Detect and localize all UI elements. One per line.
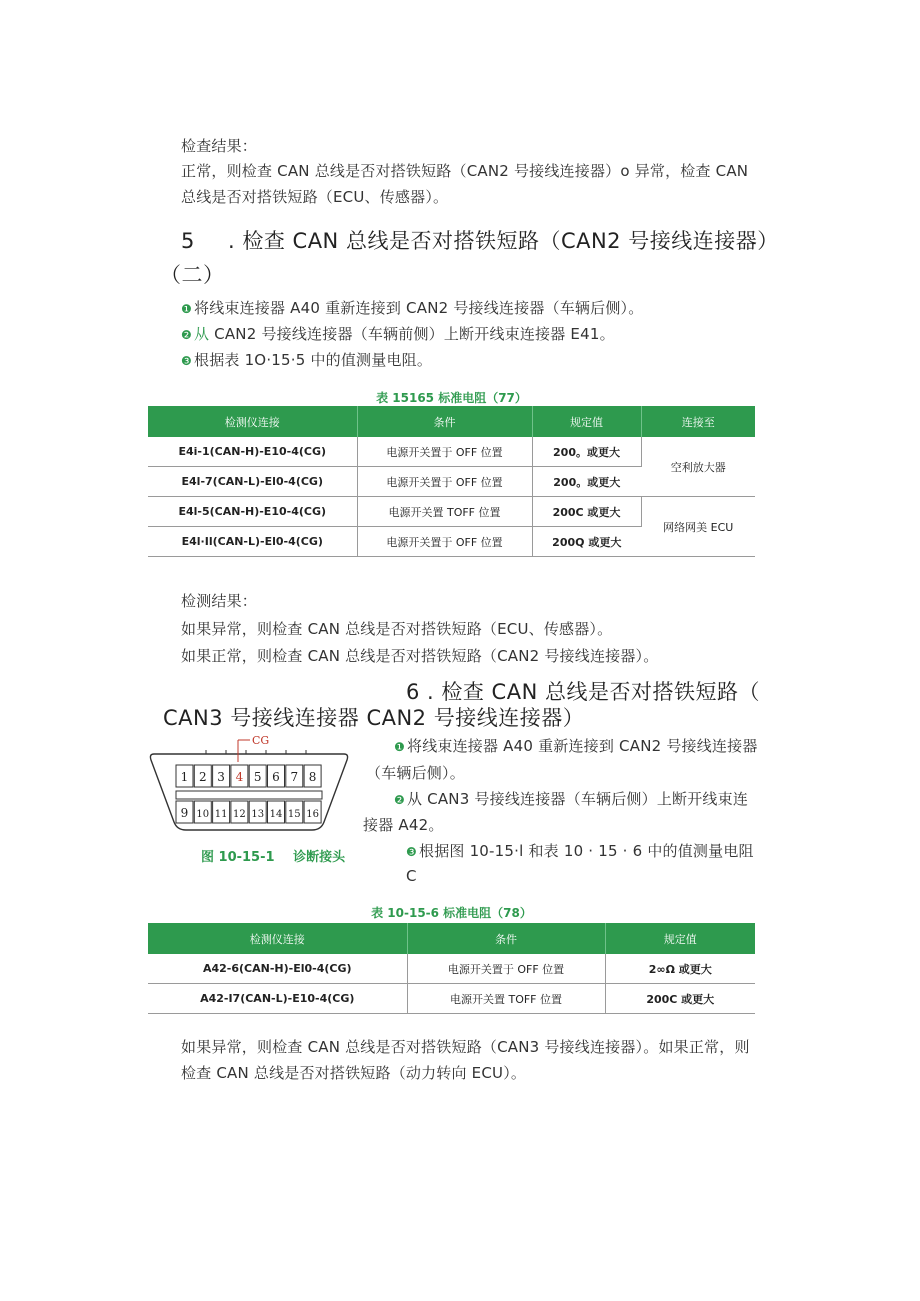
step-text-1: 将线束连接器 A40 重新连接到 CAN2 号接线连接器 [407, 737, 758, 755]
connector-pin-label: 8 [308, 770, 317, 784]
table1 [148, 406, 755, 557]
detect-line1: 如果异常，则检查 CAN 总线是否对搭铁短路（ECU、传感器）。 [181, 620, 613, 638]
table-cell-cond: 电源开关置 TOFF 位置 [407, 984, 605, 1014]
connector-pin-label: 15 [287, 809, 301, 820]
connector-pin-label: 6 [272, 770, 280, 784]
connector-pin-label: 14 [269, 809, 283, 820]
connector-pin-label: 13 [251, 809, 265, 820]
connector-pin-label: 2 [198, 770, 207, 784]
section5-title-line1: . 检查 CAN 总线是否对搭铁短路（CAN2 号接线连接器） [228, 229, 779, 253]
detect-label: 检测结果： [181, 592, 258, 610]
figure-caption-text: 诊断接头 [293, 850, 346, 865]
section5-title-line2: （二） [160, 263, 225, 287]
step-text-2: CAN2 号接线连接器（车辆前侧）上断开线束连接器 E41。 [209, 325, 615, 343]
step-text-1: 将线束连接器 A40 重新连接到 CAN2 号接线连接器（车辆后侧）。 [194, 299, 644, 317]
table2-header-conn: 检测仪连接 [148, 923, 407, 954]
table-cell-connect-to: 空利放大器 [641, 437, 755, 497]
table-row [148, 954, 755, 984]
connector-pin-label: 10 [196, 809, 210, 820]
step-text-2-green: 从 [194, 325, 210, 343]
section5-step-3 [181, 347, 432, 374]
table-cell-cond: 电源开关置于 OFF 位置 [357, 437, 532, 467]
cg-label: CG [252, 734, 270, 747]
table-cell-value: 200。或更大 [532, 437, 641, 467]
table-cell-cond: 电源开关置于 OFF 位置 [357, 527, 532, 557]
table-cell-cond: 电源开关置于 OFF 位置 [357, 467, 532, 497]
section6-step-2-cont: 接器 A42。 [363, 816, 444, 834]
table-cell-connect-to: 网络网美 ECU [641, 497, 755, 557]
table1-caption: 表 15165 标准电阻（77） [376, 391, 527, 405]
figure-caption-number: 图 10-15-1 [201, 850, 275, 865]
section5-number: 5 [181, 229, 195, 253]
table-cell-conn: A42-I7(CAN-L)-E10-4(CG) [148, 984, 407, 1014]
section6-title-line2: CAN3 号接线连接器 CAN2 号接线连接器） [163, 706, 585, 730]
connector-pin-label: 7 [290, 770, 299, 784]
table1-header-connect-to: 连接至 [641, 406, 755, 437]
table2 [148, 923, 755, 1014]
section5-step-1 [181, 295, 643, 322]
table-cell-conn: E4i-1(CAN-H)-E10-4(CG) [148, 437, 357, 467]
section5-step-2 [181, 321, 615, 348]
connector-pin-label: 12 [233, 809, 246, 820]
table-cell-conn: E4l-7(CAN-L)-El0-4(CG) [148, 467, 357, 497]
step-marker-3: ❸ [181, 354, 192, 368]
section6-step-3-cont: C [406, 867, 417, 885]
connector-pin-label: 16 [306, 809, 319, 820]
table-row [148, 497, 755, 527]
table-cell-value: 200Q 或更大 [532, 527, 641, 557]
section6-step-1-cont: （车辆后侧）。 [366, 764, 465, 782]
section6-step-3 [406, 838, 754, 865]
table-cell-value: 200C 或更大 [605, 984, 755, 1014]
step-marker-3: ❸ [406, 845, 417, 859]
connector-pin-label: 4 [235, 770, 244, 784]
detect-line2: 如果正常，则检查 CAN 总线是否对搭铁短路（CAN2 号接线连接器）。 [181, 647, 659, 665]
table-cell-conn: A42-6(CAN-H)-El0-4(CG) [148, 954, 407, 984]
section6-step-1 [394, 733, 758, 760]
table-cell-value: 2∞Ω 或更大 [605, 954, 755, 984]
table-row [148, 984, 755, 1014]
connector-pin-label: 9 [180, 806, 189, 820]
table1-header-row [148, 406, 755, 437]
step-text-3: 根据图 10-15·l 和表 10 · 15 · 6 中的值测量电阻 [419, 842, 754, 860]
table2-header-value: 规定值 [605, 923, 755, 954]
step-text-3: 根据表 1O·15·5 中的值测量电阻。 [194, 351, 433, 369]
table1-header-conn: 检测仪连接 [148, 406, 357, 437]
step-marker-1: ❶ [394, 740, 405, 754]
table-cell-cond: 电源开关置 TOFF 位置 [357, 497, 532, 527]
connector-pin-label: 11 [214, 809, 228, 820]
step-marker-2: ❷ [394, 793, 405, 807]
result-text-line2: 总线是否对搭铁短路（ECU、传感器）。 [181, 188, 449, 206]
connector-pin-label: 5 [253, 770, 262, 784]
table2-caption: 表 10-15-6 标准电阻（78） [371, 906, 532, 920]
table-cell-value: 200C 或更大 [532, 497, 641, 527]
table1-header-cond: 条件 [357, 406, 532, 437]
step-marker-1: ❶ [181, 302, 192, 316]
table-cell-value: 200。或更大 [532, 467, 641, 497]
table-cell-conn: E4l·Il(CAN-L)-El0-4(CG) [148, 527, 357, 557]
step-marker-2: ❷ [181, 328, 192, 342]
section6-title-line1: 6 . 检查 CAN 总线是否对搭铁短路（ [406, 680, 760, 704]
table-cell-conn: E4l-5(CAN-H)-E10-4(CG) [148, 497, 357, 527]
connector-pin-label: 1 [180, 770, 189, 784]
result-label: 检查结果： [181, 137, 258, 155]
table-cell-cond: 电源开关置于 OFF 位置 [407, 954, 605, 984]
result-text-line1: 正常，则检查 CAN 总线是否对搭铁短路（CAN2 号接线连接器）o 异常，检查 CAN [181, 162, 749, 180]
table2-header-cond: 条件 [407, 923, 605, 954]
final-line2: 检查 CAN 总线是否对搭铁短路（动力转向 ECU）。 [181, 1064, 527, 1082]
section6-step-2 [394, 786, 748, 813]
table2-header-row [148, 923, 755, 954]
figure-caption [201, 846, 345, 865]
connector-pin-label: 3 [217, 770, 225, 784]
table-row [148, 437, 755, 467]
final-line1: 如果异常，则检查 CAN 总线是否对搭铁短路（CAN3 号接线连接器）。如果正常，则 [181, 1038, 750, 1056]
step-text-2: 从 CAN3 号接线连接器（车辆后侧）上断开线束连 [407, 790, 749, 808]
table1-header-value: 规定值 [532, 406, 641, 437]
